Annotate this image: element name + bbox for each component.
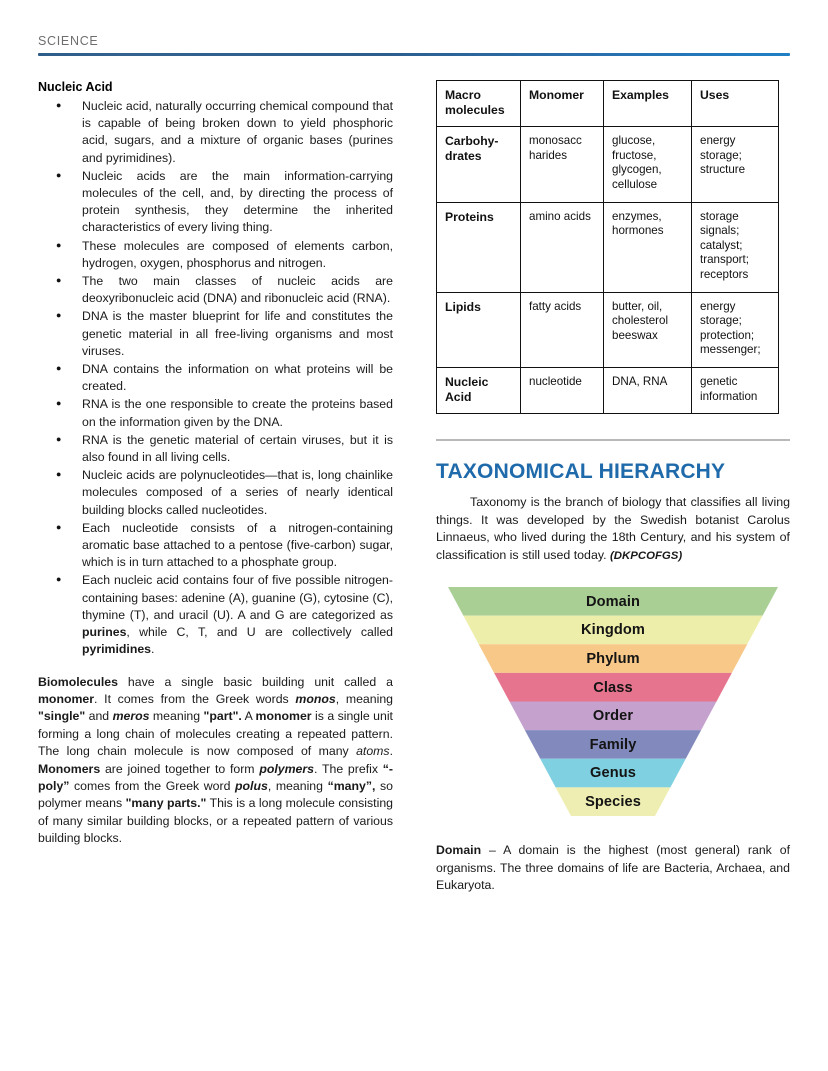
right-content-column xyxy=(436,80,790,895)
list-item: ● The two main classes of nucleic acids are deoxyribonucleic acid (DNA) and ribonucleic acid (RNA). xyxy=(54,273,393,307)
biomolecules-paragraph xyxy=(38,674,393,848)
cell-uses: energy storage; protection; messenger; xyxy=(692,292,779,367)
polymers-term: polymers xyxy=(259,761,315,776)
list-item: ● Each nucleotide consists of a nitrogen-containing aromatic base attached to a pentose (five-carbon) sugar, which is in turn attached to a phosphate group. xyxy=(54,520,393,572)
bases-text-2: , while C, T, and U are collectively called xyxy=(126,625,393,640)
polus-term: polus xyxy=(235,778,268,793)
domain-term: Domain xyxy=(436,843,482,858)
column-header-monomer: Monomer xyxy=(521,81,604,127)
list-item: ● DNA contains the information on what proteins will be created. xyxy=(54,361,393,395)
cell-monomer: monosacc harides xyxy=(521,127,604,202)
bases-text-1: Each nucleic acid contains four of five possible nitrogen-containing bases: adenine (A), guanine (G), cytosine (C), thymine (T), and uracil (U). A and G are categorized as xyxy=(82,573,393,622)
cell-examples: DNA, RNA xyxy=(604,367,692,413)
pyramid-level-label: Genus xyxy=(590,765,636,782)
monos-term: monos xyxy=(295,691,336,706)
table-header-row xyxy=(437,81,779,127)
atoms-term: atoms xyxy=(356,744,390,759)
many-parts-term: "many parts." xyxy=(125,796,207,811)
bio-text-11: comes from the Greek word xyxy=(69,778,236,793)
list-item: ● Nucleic acids are the main information-carrying molecules of the cell, and, by directing the process of protein synthesis, they determine the inherited characteristics of every living thing. xyxy=(54,168,393,237)
pyramid-level-label: Kingdom xyxy=(581,622,645,639)
table-row xyxy=(437,292,779,367)
left-content-column xyxy=(38,80,393,848)
pyramid-level-genus xyxy=(448,759,778,788)
list-item-bases xyxy=(54,572,393,658)
macromolecules-table xyxy=(436,80,779,414)
list-item: ● RNA is the genetic material of certain viruses, but it is also found in all living cells. xyxy=(54,432,393,466)
pyramid-level-label: Order xyxy=(592,708,634,725)
cell-uses: energy storage; structure xyxy=(692,127,779,202)
pyramid-level-label: Species xyxy=(585,793,641,810)
bio-text-6: A xyxy=(241,709,256,724)
part-term: "part". xyxy=(203,709,242,724)
bio-text-1: have a single basic building unit called a xyxy=(117,674,393,689)
domain-definition-paragraph xyxy=(436,842,790,894)
biomolecules-term: Biomolecules xyxy=(38,674,118,689)
bio-text-5: meaning xyxy=(149,709,204,724)
bio-text-3: , meaning xyxy=(335,691,393,706)
cell-monomer: fatty acids xyxy=(521,292,604,367)
list-item: ● Nucleic acid, naturally occurring chemical compound that is capable of being broken down to yield phosphoric acid, sugars, and a mixture of organic bases (purines and pyrimidines). xyxy=(54,98,393,167)
pyramid-level-label: Class xyxy=(593,679,633,696)
domain-definition-text: – A domain is the highest (most general) rank of organisms. The three domains of life are Bacteria, Archaea, and Eukaryota. xyxy=(436,843,790,893)
bases-text-3: . xyxy=(151,642,155,657)
bio-text-4: and xyxy=(85,709,113,724)
bio-text-7: is a single unit forming a long chain of molecules creating a repeated pattern. The long chain molecule is now composed of many xyxy=(38,709,393,759)
cell-examples: butter, oil, cholesterol beeswax xyxy=(604,292,692,367)
header-divider-rule xyxy=(38,53,790,56)
page-title: SCIENCE xyxy=(38,34,99,48)
pyramid-level-domain xyxy=(448,587,778,616)
column-header-uses: Uses xyxy=(692,81,779,127)
monomer-term-2: monomer xyxy=(255,709,312,724)
pyrimidines-term: pyrimidines xyxy=(82,642,152,657)
pyramid-level-kingdom xyxy=(448,616,778,645)
page-header xyxy=(38,34,790,56)
single-term: "single" xyxy=(38,709,86,724)
meros-term: meros xyxy=(112,709,150,724)
taxonomy-abbreviation: (DKPCOFGS) xyxy=(610,549,683,562)
bio-text-10: . The prefix xyxy=(314,761,383,776)
taxonomy-pyramid-diagram xyxy=(448,587,778,816)
nucleic-acid-heading: Nucleic Acid xyxy=(38,80,113,94)
section-divider xyxy=(436,439,790,441)
cell-monomer: amino acids xyxy=(521,202,604,292)
cell-uses: genetic information xyxy=(692,367,779,413)
table-row xyxy=(437,202,779,292)
pyramid-level-order xyxy=(448,702,778,731)
list-item: ● These molecules are composed of elements carbon, hydrogen, oxygen, phosphorus and nitrogen. xyxy=(54,238,393,272)
bio-text-12: , meaning xyxy=(267,778,328,793)
pyramid-level-phylum xyxy=(448,645,778,674)
taxonomy-paragraph xyxy=(436,494,790,565)
cell-monomer: nucleotide xyxy=(521,367,604,413)
list-item: ● Nucleic acids are polynucleotides—that is, long chainlike molecules composed of a series of nearly identical building blocks called nucleotides. xyxy=(54,467,393,519)
pyramid-level-species xyxy=(448,788,778,817)
cell-name: Proteins xyxy=(437,202,521,292)
table-row xyxy=(437,127,779,202)
cell-name: Lipids xyxy=(437,292,521,367)
cell-name: Nucleic Acid xyxy=(437,367,521,413)
bio-text-2: . It comes from the Greek words xyxy=(94,691,296,706)
taxonomical-hierarchy-heading: TAXONOMICAL HIERARCHY xyxy=(436,460,726,484)
cell-uses: storage signals; catalyst; transport; receptors xyxy=(692,202,779,292)
pyramid-level-family xyxy=(448,730,778,759)
pyramid-level-label: Domain xyxy=(585,593,641,610)
bio-text-9: are joined together to form xyxy=(100,761,260,776)
bio-text-14: This is a long molecule consisting of many similar building blocks, or a repeated pattern of various building blocks. xyxy=(38,796,393,846)
column-header-macromolecules: Macro molecules xyxy=(437,81,521,127)
cell-name: Carbohy-drates xyxy=(437,127,521,202)
pyramid-level-label: Family xyxy=(589,736,637,753)
poly-prefix-term: “-poly” xyxy=(38,761,393,793)
pyramid-level-class xyxy=(448,673,778,702)
bio-text-13: so polymer means xyxy=(38,778,393,811)
cell-examples: glucose, fructose, glycogen, cellulose xyxy=(604,127,692,202)
monomer-term-1: monomer xyxy=(38,691,95,706)
cell-examples: enzymes, hormones xyxy=(604,202,692,292)
many-term: “many”, xyxy=(327,778,376,793)
bio-text-8: . xyxy=(389,744,393,759)
taxonomy-paragraph-text: Taxonomy is the branch of biology that classifies all living things. It was developed by the Swedish botanist Carolus Linnaeus, who lived during the 18th Century, and his system of classification is still used today. xyxy=(436,495,790,562)
pyramid-level-label: Phylum xyxy=(586,650,640,667)
list-item: ● RNA is the one responsible to create the proteins based on the information given by the DNA. xyxy=(54,396,393,430)
nucleic-acid-bullet-list xyxy=(38,98,393,659)
table-row xyxy=(437,367,779,413)
monomers-term: Monomers xyxy=(38,761,101,776)
list-item: ● DNA is the master blueprint for life and constitutes the genetic material in all free-living organisms and most viruses. xyxy=(54,308,393,360)
column-header-examples: Examples xyxy=(604,81,692,127)
purines-term: purines xyxy=(82,625,127,640)
